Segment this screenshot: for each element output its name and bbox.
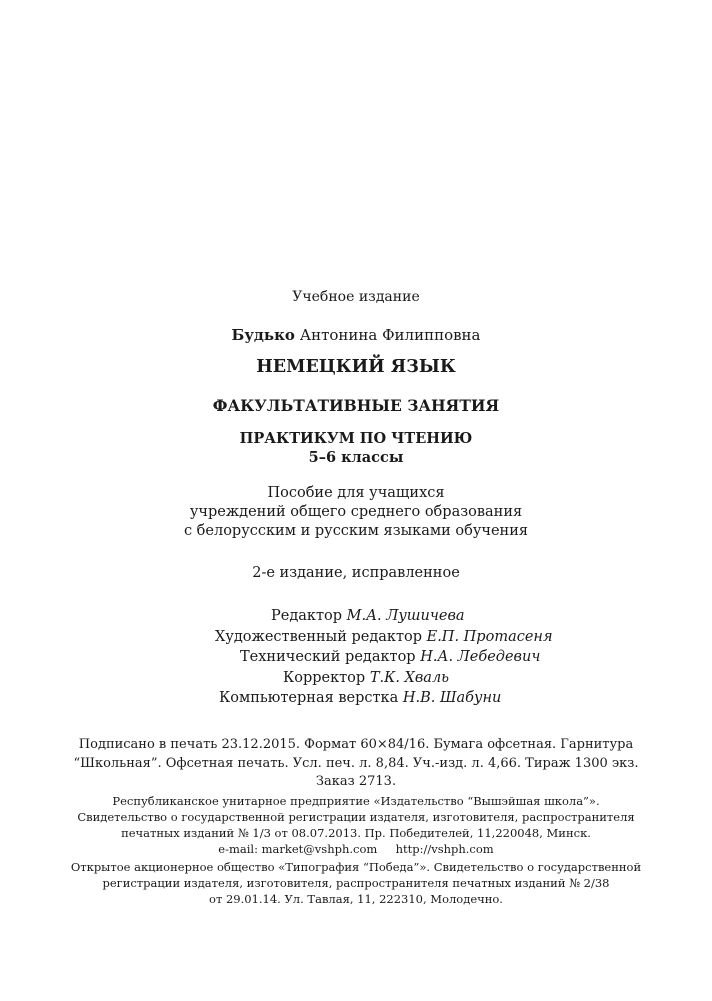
edition-note: 2-е издание, исправленное [252, 565, 460, 581]
staff-role: Технический редактор [240, 649, 416, 665]
publisher-line: Республиканское унитарное предприятие «Издательство “Вышэйшая школа”». [112, 794, 600, 808]
staff-list [215, 606, 553, 709]
print-info-line: Подписано в печать 23.12.2015. Формат 60×84/16. Бумага офсетная. Гарнитура [78, 737, 634, 752]
staff-name: Е.П. Протасеня [426, 628, 553, 645]
staff-name: Т.К. Хваль [369, 669, 450, 686]
print-info [0, 736, 712, 792]
author [0, 326, 712, 344]
purpose-line: учреждений общего среднего образования [189, 504, 523, 520]
printer-line: от 29.01.14. Ул. Тавлая, 11, 222310, Молодечно. [209, 892, 503, 906]
staff-item [215, 668, 553, 689]
author-given-names: Антонина Филипповна [299, 326, 481, 344]
printer-line: Открытое акционерное общество «Типография “Победа”». Свидетельство о государственной [70, 860, 642, 874]
staff-item [215, 627, 553, 648]
staff-role: Компьютерная верстка [219, 690, 399, 706]
edition-type: Учебное издание [292, 289, 420, 305]
staff-name: М.А. Лушичева [346, 608, 465, 624]
purpose-line: с белорусским и русским языками обучения [183, 523, 529, 539]
book-subtitle: ФАКУЛЬТАТИВНЫЕ ЗАНЯТИЯ [212, 396, 500, 415]
staff-name: Н.А. Лебедевич [420, 649, 541, 665]
publisher-line: Свидетельство о государственной регистрации издателя, изготовителя, распространителя [77, 810, 635, 824]
staff-name: Н.В. Шабуни [402, 690, 502, 706]
staff-role: Корректор [283, 669, 366, 686]
publisher-contacts: e-mail: market@vshph.com http://vshph.com [218, 842, 494, 856]
publisher-line: печатных изданий № 1/3 от 08.07.2013. Пр. Победителей, 11,220048, Минск. [121, 826, 591, 840]
staff-item [215, 647, 553, 668]
book-title: НЕМЕЦКИЙ ЯЗЫК [256, 357, 456, 377]
author-surname: Будько [231, 326, 295, 344]
staff-item [215, 688, 553, 709]
grades: 5–6 классы [308, 449, 404, 466]
staff-item [215, 606, 553, 627]
purpose-line: Пособие для учащихся [267, 485, 445, 501]
printer-line: регистрации издателя, изготовителя, распространителя печатных изданий № 2/38 [102, 876, 610, 890]
print-info-line: “Школьная”. Офсетная печать. Усл. печ. л. 8,84. Уч.-изд. л. 4,66. Тираж 1300 экз. [73, 755, 639, 771]
staff-role: Художественный редактор [215, 628, 422, 645]
purpose-block [0, 484, 712, 541]
book-subtitle-2: ПРАКТИКУМ ПО ЧТЕНИЮ [239, 430, 473, 447]
print-info-line: Заказ 2713. [315, 774, 397, 789]
staff-role: Редактор [271, 608, 343, 624]
publisher-info [0, 793, 712, 857]
printer-info [0, 859, 712, 907]
